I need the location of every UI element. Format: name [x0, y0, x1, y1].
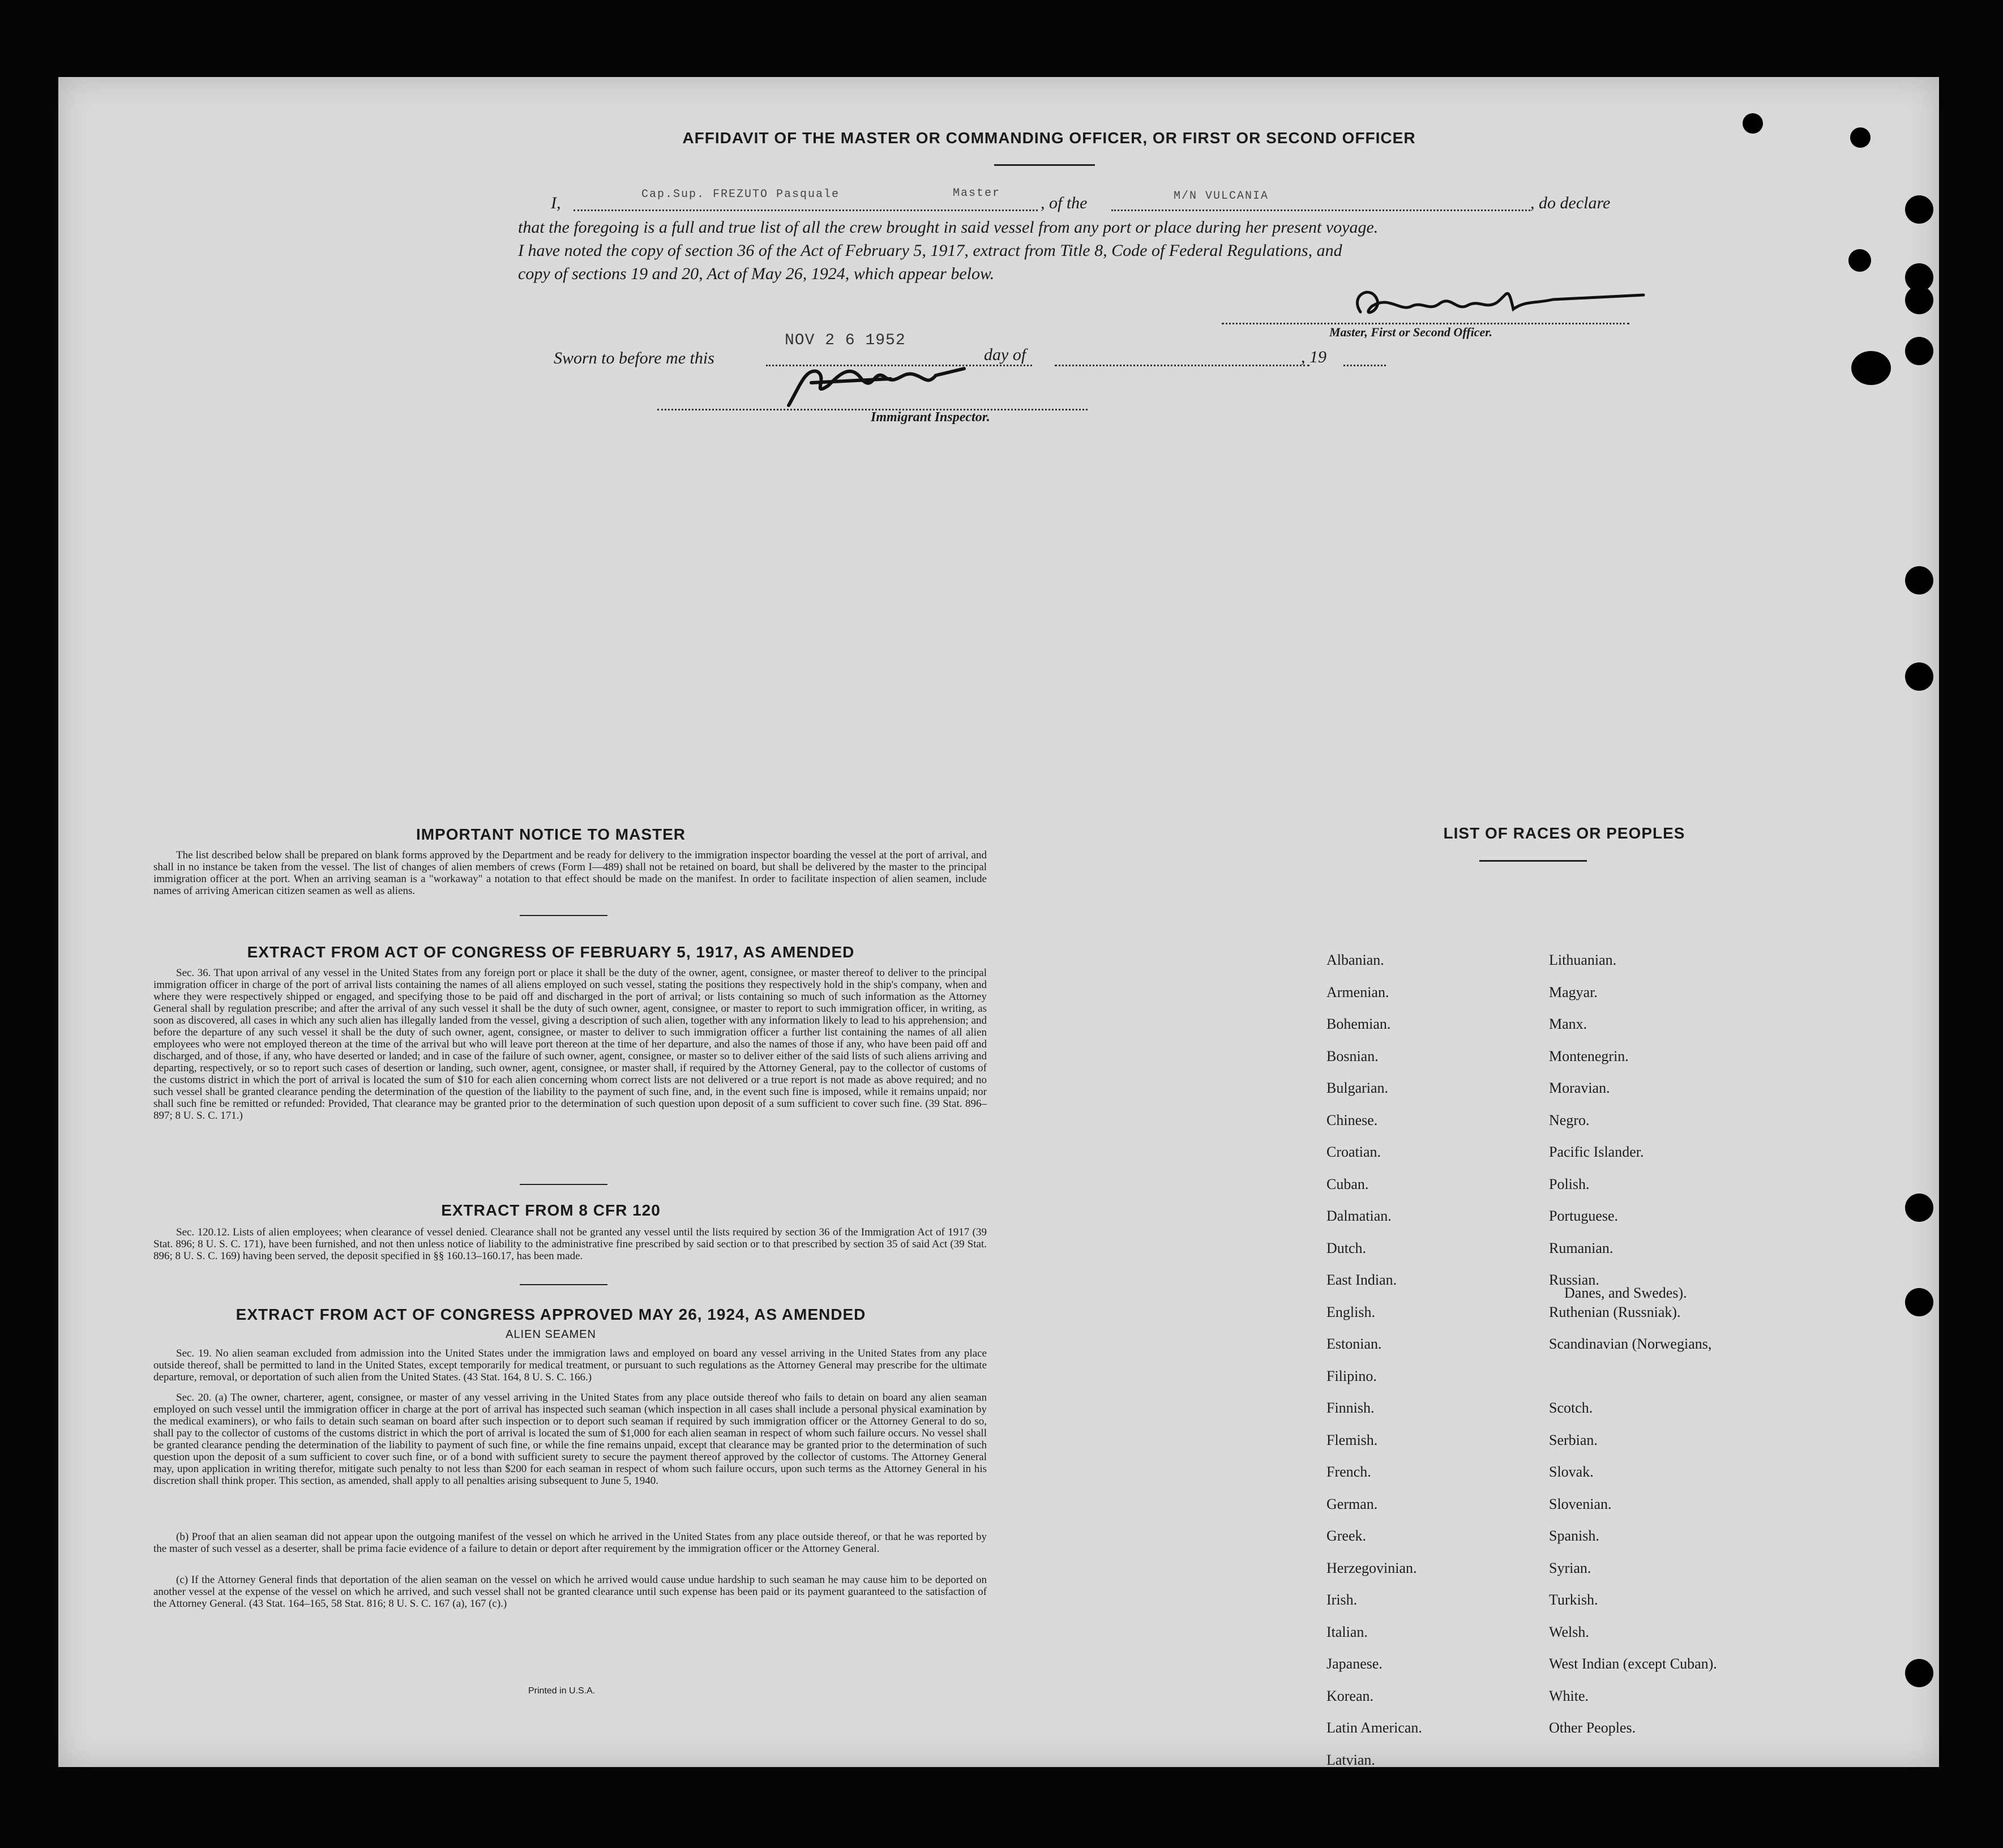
master-title: Master	[953, 187, 1001, 200]
binder-hole	[1905, 337, 1933, 365]
binder-hole	[1905, 1288, 1933, 1316]
notice-divider	[520, 915, 607, 916]
binder-hole	[1850, 127, 1871, 148]
race-item: Dutch.	[1326, 1239, 1367, 1256]
binder-hole	[1905, 286, 1933, 314]
master-name-line	[573, 209, 1038, 211]
sec-20b-text: (b) Proof that an alien seaman did not appear upon the outgoing manifest of the vessel on which he arrived in the United States from any place outside thereof, or that he was reported by the master of such vessel as a deserter, shall be prima facie evidence of a failure to detain or deport after requirement by the immigration officer or the Attorney General.	[153, 1531, 987, 1555]
race-item: Irish.	[1326, 1592, 1358, 1608]
race-item: Croatian.	[1326, 1144, 1381, 1160]
race-item: Manx.	[1549, 1016, 1587, 1032]
races-divider	[1479, 860, 1587, 862]
master-signature	[1338, 278, 1655, 329]
extract-1917-text: Sec. 36. That upon arrival of any vessel in the United States from any foreign port or place it shall be the duty of the owner, agent, consignee, or master thereof to deliver to the principal immigration officer in charge of the port of arrival lists containing the names of all aliens employed on such vessel, stating the positions they respectively hold in the ship's company, when and where they were respectively shipped or engaged, and specifying those to be paid off and discharged in the port of arrival; or lists containing so much of such information as the Attorney General shall by regulation prescribe; and after the arrival of any such vessel it shall be the duty of such owner, agent, consignee, or master to report to such immigration officer, in writing, as soon as discovered, all cases in which any such alien has illegally landed from the vessel, giving a description of such alien, together with any information likely to lead to his apprehension; and before the departure of any such vessel it shall be the duty of such owner, agent, consignee, or master to deliver to such immigration officer a further list containing the names of all alien employees who were not employed thereon at the time of the arrival but who will leave port thereon at the time of her departure, and also the names of those if any, who have been paid off and discharged, and of those, if any, who have deserted or landed; and in case of the failure of such owner, agent, consignee, or master so to deliver either of the said lists of such aliens arriving and departing, respectively, or so to report such cases of desertion or landing, such owner, agent, consignee, or master shall, if required by the Attorney General, pay to the collector of customs of the customs district in which the port of arrival is located the sum of $10 for each alien concerning whom correct lists are not delivered or a true report is not made as above required; and no such vessel shall be granted clearance pending the determination of the question of the liability to the payment of such fine, and, in the event such fine is imposed, while it remains unpaid; nor shall such fine be remitted or refunded: Provided, That clearance may be granted prior to the determination of such question upon deposit of a sum sufficient to cover such fine. (39 Stat. 896–897; 8 U. S. C. 171.)	[153, 967, 987, 1122]
notice-text: The list described below shall be prepared on blank forms approved by the Department and be ready for delivery to the immigration inspector boarding the vessel at the port of arrival, and shall in no instance be taken from the vessel. The list of changes of alien members of crews (Form I—489) shall not be retained on board, but shall be delivered by the master to the principal immigration officer at the port. When an arriving seaman is a "workaway" a notation to that effect should be made on the manifest. In order to facilitate inspection of alien seamen, include names of arriving American citizen seamen as well as aliens.	[153, 849, 987, 897]
race-item: Chinese.	[1326, 1111, 1378, 1128]
extract-8cfr-text: Sec. 120.12. Lists of alien employees; when clearance of vessel denied. Clearance shall not be granted any vessel until the lists required by section 36 of the Immigration Act of 1917 (39 Stat. 896; 8 U. S. C. 171), have been furnished, and not then unless notice of liability to the administrative fine prescribed by said section or to that prescribed by section 35 of said Act (39 Stat. 896; 8 U. S. C. 169) having been served, the deposit specified in §§ 160.13–160.17, has been made.	[153, 1226, 987, 1262]
race-item: West Indian (except Cuban).	[1549, 1656, 1717, 1672]
sec-20a-text: Sec. 20. (a) The owner, charterer, agent, consignee, or master of any vessel arriving in the United States from any place outside thereof who fails to detain on board any alien seaman employed on such vessel until the immigration officer in charge at the port of arrival has inspected such seaman (which inspection in all cases shall include a personal physical examination by the medical examiners), or who fails to detain such seaman on board after such inspection or to deport such seaman if required by such immigration officer or the Attorney General to do so, shall pay to the collector of customs of the customs district in which the port of arrival is located the sum of $1,000 for each alien seaman in respect of whom such failure occurs. No vessel shall be granted clearance pending the determination of the liability to payment of such fine, or while the fine remains unpaid, except that clearance may be granted prior to the determination of such question upon the deposit of a sum sufficient to cover such fine, or of a bond with sufficient surety to secure the payment thereof approved by the collector of customs. The Attorney General may, upon application in writing therefor, mitigate such penalty to not less than $200 for each seaman in respect of whom such failure occurs, upon such terms as the Attorney General in his discretion shall think proper. This section, as amended, shall apply to all penalties arising subsequent to June 5, 1940.	[153, 1392, 987, 1487]
binder-hole	[1905, 662, 1933, 691]
day-of-label: day of	[984, 345, 1026, 364]
binder-hole	[1905, 1194, 1933, 1222]
race-item: Lithuanian.	[1549, 952, 1617, 968]
extract-1924-title: EXTRACT FROM ACT OF CONGRESS APPROVED MAY 26, 1924, AS AMENDED	[236, 1306, 866, 1323]
race-item: Scotch.	[1549, 1400, 1593, 1416]
race-item: Russian.	[1549, 1272, 1599, 1288]
race-item: Pacific Islander.	[1549, 1144, 1644, 1160]
master-name: Cap.Sup. FREZUTO Pasquale	[641, 188, 840, 201]
of-the-label: , of the	[1041, 194, 1088, 212]
race-item: Latvian.	[1326, 1751, 1375, 1768]
extract-8cfr-title: EXTRACT FROM 8 CFR 120	[441, 1201, 661, 1219]
race-item: Magyar.	[1549, 983, 1598, 1000]
alien-seamen-subtitle: ALIEN SEAMEN	[506, 1328, 596, 1341]
race-item: Montenegrin.	[1549, 1047, 1629, 1064]
date-stamp: NOV 2 6 1952	[785, 332, 906, 349]
binder-hole	[1743, 113, 1763, 134]
race-item: Estonian.	[1326, 1336, 1382, 1352]
inspector-caption: Immigrant Inspector.	[871, 410, 990, 425]
race-item: Dalmatian.	[1326, 1208, 1392, 1224]
race-item: German.	[1326, 1495, 1378, 1512]
race-item: Armenian.	[1326, 983, 1389, 1000]
declaration-line-2: I have noted the copy of section 36 of the Act of February 5, 1917, extract from Title 8, Code of Federal Regulations, and	[518, 241, 1342, 260]
race-item: Bosnian.	[1326, 1047, 1379, 1064]
inspector-signature	[777, 352, 1021, 414]
race-item: Filipino.	[1326, 1367, 1377, 1384]
title-divider	[994, 164, 1095, 166]
race-item: White.	[1549, 1687, 1589, 1704]
race-item: Other Peoples.	[1549, 1719, 1636, 1736]
vessel-name-line	[1111, 209, 1530, 211]
race-item: East Indian.	[1326, 1272, 1397, 1288]
races-title: LIST OF RACES OR PEOPLES	[1443, 824, 1685, 842]
binder-hole	[1905, 1659, 1933, 1687]
notice-title: IMPORTANT NOTICE TO MASTER	[416, 825, 686, 843]
race-item: French.	[1326, 1464, 1371, 1480]
race-item: Korean.	[1326, 1687, 1374, 1704]
race-item: Bohemian.	[1326, 1016, 1391, 1032]
race-item: Greek.	[1326, 1528, 1367, 1544]
master-signature-caption: Master, First or Second Officer.	[1329, 325, 1493, 339]
race-item: Albanian.	[1326, 952, 1384, 968]
declaration-line-1: that the foregoing is a full and true list of all the crew brought in said vessel from any port or place during her present voyage.	[518, 218, 1379, 237]
printed-in-usa: Printed in U.S.A.	[528, 1686, 596, 1696]
race-item: Portuguese.	[1549, 1208, 1619, 1224]
sworn-label: Sworn to before me this	[554, 349, 714, 367]
race-item: Cuban.	[1326, 1175, 1369, 1192]
race-item: Turkish.	[1549, 1592, 1598, 1608]
i-label: I,	[551, 194, 561, 212]
year-label: , 19	[1301, 348, 1326, 366]
race-continuation: Danes, and Swedes).	[1564, 1285, 1687, 1301]
sworn-month-line	[1055, 365, 1309, 366]
race-item: Flemish.	[1326, 1431, 1378, 1448]
affidavit-title: AFFIDAVIT OF THE MASTER OR COMMANDING OFFICER, OR FIRST OR SECOND OFFICER	[682, 129, 1416, 147]
race-item: Moravian.	[1549, 1080, 1610, 1096]
extract-1917-title: EXTRACT FROM ACT OF CONGRESS OF FEBRUARY 5, 1917, AS AMENDED	[247, 943, 855, 961]
race-item: Spanish.	[1549, 1528, 1599, 1544]
sec-19-text: Sec. 19. No alien seaman excluded from admission into the United States under the immigration laws and employed on board any vessel arriving in the United States from any place outside thereof, shall be permitted to land in the United States, except temporarily for medical treatment, or pursuant to such regulations as the Attorney General may prescribe for the ultimate departure, removal, or deportation of such alien from the United States. (43 Stat. 164, 8 U. S. C. 166.)	[153, 1348, 987, 1383]
extract-1917-divider	[520, 1184, 607, 1185]
binder-hole	[1905, 195, 1933, 224]
extract-8cfr-divider	[520, 1284, 607, 1285]
binder-hole	[1851, 351, 1891, 385]
race-item: Italian.	[1326, 1623, 1368, 1640]
vessel-name: M/N VULCANIA	[1174, 190, 1269, 203]
sec-20c-text: (c) If the Attorney General finds that deportation of the alien seaman on the vessel on which he arrived would cause undue hardship to such seaman he may cause him to be deported on another vessel at the expense of the vessel on which he arrived, and such vessel shall not be granted clearance until such expense has been paid or its payment guaranteed to the satisfaction of the Attorney General. (43 Stat. 164–165, 58 Stat. 816; 8 U. S. C. 167 (a), 167 (c).)	[153, 1574, 987, 1610]
race-item: Ruthenian (Russniak).	[1549, 1303, 1681, 1320]
race-item: Slovak.	[1549, 1464, 1594, 1480]
race-item: Welsh.	[1549, 1623, 1589, 1640]
race-item: Bulgarian.	[1326, 1080, 1389, 1096]
race-item: Slovenian.	[1549, 1495, 1612, 1512]
race-item: Finnish.	[1326, 1400, 1375, 1416]
race-item: English.	[1326, 1303, 1375, 1320]
sworn-year-line	[1343, 365, 1386, 366]
document-page	[58, 77, 1939, 1767]
race-item: Syrian.	[1549, 1559, 1591, 1576]
declaration-line-3: copy of sections 19 and 20, Act of May 26, 1924, which appear below.	[518, 264, 995, 283]
race-item: Polish.	[1549, 1175, 1590, 1192]
race-item: Negro.	[1549, 1111, 1590, 1128]
binder-hole	[1848, 249, 1871, 272]
binder-hole	[1905, 566, 1933, 594]
race-item: Serbian.	[1549, 1431, 1598, 1448]
race-item: Herzegovinian.	[1326, 1559, 1417, 1576]
do-declare-label: , do declare	[1530, 194, 1611, 212]
race-item: Latin American.	[1326, 1719, 1422, 1736]
race-item: Rumanian.	[1549, 1239, 1613, 1256]
race-item: Scandinavian (Norwegians,	[1549, 1336, 1712, 1352]
race-item: Japanese.	[1326, 1656, 1383, 1672]
